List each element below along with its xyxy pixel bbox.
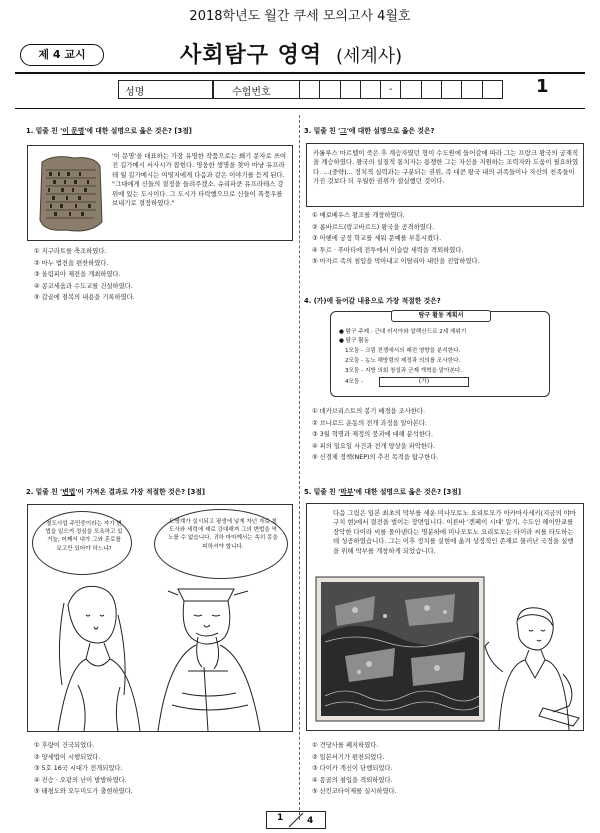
name-label: 성명	[125, 87, 145, 98]
blank-ga-box: (가)	[379, 377, 469, 387]
option-5[interactable]: ⑤ 마자르 족의 침입을 막아내고 이탈리아 내란을 진압하였다.	[312, 258, 480, 266]
question-4-plan-box	[330, 311, 550, 397]
option-4[interactable]: ④ 투르 · 푸아티에 전투에서 이슬람 세력을 격퇴하였다.	[312, 246, 464, 254]
question-1-passage-box	[27, 145, 293, 241]
option-5[interactable]: ⑤ 갑골에 점복의 내용을 기록하였다.	[34, 294, 135, 302]
question-1-prompt: 1. 밑줄 친 '이 문명'에 대한 설명으로 옳은 것은? [3점]	[26, 127, 192, 135]
plan-activity-1: 1모둠 - 크림 전쟁에서의 패전 영향을 분석한다.	[345, 348, 461, 354]
name-field[interactable]	[118, 80, 213, 99]
question-3-passage: 카롤루스 마르텔이 죽은 후 계승자였던 형이 수도원에 들어감에 따라 그는 프랑크 왕국의 궁재직을 계승하였다. 왕국의 실질적 통치자는 통쟁한 그는 자신을 지원하는 조력자와 도움이 필요하였다. ...(중략)... 정치적 실력과는 구분되는 권위, 즉 대쿤 왕국 내의 귀족들이나 자신의 친족들이 가진 것보다 더 우월한 권위가 절실했던 것이다.	[313, 149, 579, 186]
option-4[interactable]: ④ 콩코세움과 수도교를 건설하였다.	[34, 282, 133, 290]
subject-subtitle: (세계사)	[336, 46, 403, 67]
option-4[interactable]: ④ 몽골의 침입을 격퇴하였다.	[312, 776, 393, 784]
plan-activity-3: 3모둠 - 지방 의회 창설과 군제 개혁을 알아본다.	[345, 368, 463, 374]
two-figures-illustration	[28, 575, 292, 731]
exam-number-field[interactable]	[213, 80, 503, 99]
option-3[interactable]: ③ 다이카 개신이 단행되었다.	[312, 765, 393, 773]
battle-painting-image	[315, 576, 485, 722]
question-2-keyword: 변법	[62, 488, 76, 496]
question-1-keyword: 이 문명	[62, 127, 85, 135]
option-3[interactable]: ③ 올림피아 제전을 개최하였다.	[34, 271, 121, 279]
option-2[interactable]: ② 롬바르드(랑고바르드) 왕국을 공격하였다.	[312, 223, 434, 231]
speech-bubble-left: 철도사업 주민중이라는 자가 변법을 일으켜 정심을 모욕하고 있거늘, 어째서 내가 그와 혼로를 보고만 있어야 하느냐?	[32, 511, 132, 575]
column-divider	[299, 115, 300, 820]
exam-title: 2018학년도 월간 쿠세 모의고사 4월호	[189, 9, 411, 24]
question-2-prompt: 2. 밑줄 친 '변법'이 가져온 결과로 가장 적절한 것은? [3점]	[26, 488, 205, 496]
clay-tablet-image	[34, 152, 106, 236]
period-badge: 제 4 교시	[20, 44, 104, 66]
plan-activity-heading: ● 탐구 활동	[339, 338, 370, 344]
option-3[interactable]: ③ 5호 16국 시대가 전개되었다.	[34, 765, 123, 773]
question-5-keyword: 막부	[340, 488, 354, 496]
question-3-prompt: 3. 밑줄 친 '그'에 대한 설명으로 옳은 것은?	[304, 127, 435, 135]
option-1[interactable]: ① 후량이 건국되었다.	[34, 742, 95, 749]
option-1[interactable]: ① 견당사를 폐지하였다.	[312, 742, 379, 749]
option-2[interactable]: ② 마누 법전을 편찬하였다.	[34, 259, 109, 267]
option-4[interactable]: ④ 진승 · 오광의 난이 발발하였다.	[34, 776, 127, 784]
current-page: 1	[277, 813, 284, 823]
teacher-figure-illustration	[483, 602, 583, 730]
plan-title: 탐구 활동 계획서	[391, 310, 491, 322]
speech-bubble-right: 모쌩계가 실시되고 평생에 넣게 자넌 자로 철도사와 세력에 셰로 강대해져 그의 변법을 역노를 수 없습니다. 귀하 마마께서는 속히 몽을 피하셔야 합니다.	[154, 509, 288, 579]
question-3-keyword: 그	[340, 127, 347, 135]
exam-number-dash: -	[380, 81, 400, 98]
exam-number-label: 수험번호	[232, 87, 271, 98]
option-2[interactable]: ② 양세법이 시행되었다.	[34, 753, 101, 761]
page-indicator	[266, 811, 326, 829]
question-4-options	[312, 406, 584, 464]
option-3[interactable]: ③ 3월 혁명과 제정의 붕괴에 대해 분석한다.	[312, 431, 433, 439]
exam-number-cells	[299, 81, 502, 98]
subject-title: 사회탐구 영역	[180, 43, 323, 68]
option-1[interactable]: ① 지구라트를 축조하였다.	[34, 248, 107, 255]
question-5-illustration-box	[306, 503, 584, 731]
question-3-options	[312, 210, 584, 268]
option-5[interactable]: ⑤ 산킨코타이제를 실시하였다.	[312, 788, 397, 796]
page-number: 1	[536, 76, 549, 97]
plan-activity-2: 2모둠 - 농노 해방령의 제정과 의의를 조사한다.	[345, 358, 461, 364]
option-2[interactable]: ② 브나로드 운동의 전개 과정을 알아본다.	[312, 419, 427, 427]
question-5-options	[312, 740, 584, 798]
question-3-passage-box	[306, 143, 584, 207]
option-1[interactable]: ① 데카브리스트의 봉기 배경을 조사한다.	[312, 408, 425, 415]
plan-activity-4: 4모둠 -	[345, 379, 364, 385]
question-2-illustration-box	[27, 504, 293, 732]
question-1-passage: '이 문명'을 대표하는 가장 유명한 작품으로는 쐐기 문자로 쓰여진 길가메시 서사시가 꼽힌다. 영웅한 생명을 찾아 마냥 유프라테 월 길가메시는 여영지에게 다음과 같은 이야기를 듣게 된다. "그대에게 신들의 결정을 들려주겠소. 슈리파쿤 유프라테스 강 위에 있는 도시이다. 그 도시가 타락했으므로 신들이 폭풍우를 보내기로 결정하였다."	[112, 152, 287, 208]
question-1-options	[34, 246, 294, 304]
option-5[interactable]: ⑤ 신경제 정책(NEP)의 추진 목적을 탐구한다.	[312, 454, 439, 462]
total-pages: 4	[307, 816, 314, 826]
option-5[interactable]: ⑤ 태평도와 오두미도가 출현하였다.	[34, 788, 133, 796]
question-4-prompt: 4. (가)에 들어갈 내용으로 가장 적절한 것은?	[304, 297, 441, 305]
plan-topic: ● 탐구 주제 : 근대 러시아와 알렉산드르 2세 재위기	[339, 329, 467, 335]
question-5-passage: 다음 그림은 일본 최초의 막부를 세운 미나모토노 요리토모가 아카마사세키(지금의 야마구치 현)에서 결전을 벌이는 장면입니다. 이른바 '겐페이 시대' 말기, 수도인 헤이안쿄를 장악한 다이라 씨를 몰아낸다는 명분하에 미나모토노 요리토모는 타이라 씨를 타도하는 데 성공하였습니다. 그는 이후 정치를 실현에 옮겨 상징적인 존재로 물러난 국정을 실행을 위해 막부를 개창하게 되었습니다.	[333, 509, 577, 555]
option-2[interactable]: ② 일본서기가 편찬되었다.	[312, 753, 385, 761]
option-3[interactable]: ③ 아헨에 궁정 학교를 세워 문예를 부흥시켰다.	[312, 235, 442, 243]
question-5-prompt: 5. 밑줄 친 '막부'에 대한 설명으로 옳은 것은? [3점]	[304, 488, 461, 496]
option-1[interactable]: ① 메로베우스 왕조를 개창하였다.	[312, 212, 405, 219]
question-2-options	[34, 740, 294, 798]
option-4[interactable]: ④ 피의 일요일 사건과 전개 양상을 파악한다.	[312, 442, 436, 450]
